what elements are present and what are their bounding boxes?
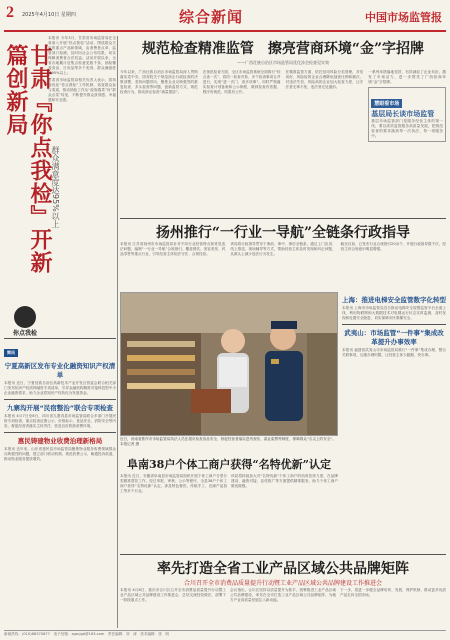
- brief-body: 本报讯 近年来，山东省惠民县市场监管局聚焦物业服务收费领域群众反映强烈的问题，建立部门联动机制，规范收费公示，畅通投诉渠道，推动物业服务提质增效。: [4, 447, 116, 461]
- brief-body: 本报讯 4月7日至8日，四川省九寨沟县市场监管局联合多部门开展民宿专项检查，重点检查证照公示、价格标示、食品安全、消防安全等内容，督促经营者落实主体责任，营造良好旅游消费环境。: [4, 414, 116, 428]
- brief-headline: 惠民铸建物业收费治理新格局: [17, 437, 103, 445]
- bottom-paragraph: 会议指出，合川区坚持以质量提升为抓手，统筹推进工业产品区域公共品牌建设，率先在全市打造工业产品区域公共品牌矩阵，为地方产业高质量发展注入新动能。: [230, 588, 336, 602]
- left-column: [4, 36, 116, 636]
- lower-paragraph: 该局将持续加大对“名特优新”个体工商户的培育扶持力度，在品牌建设、融资对接、宣传推广等方面提供精准服务，助力个体工商户做优做强。: [231, 474, 338, 488]
- photo-caption: 近日，河南省焦作市市场监管局执法人员在超市检查食品安全，督促经营者落实进货查验、索证索票等制度，保障群众“舌尖上的安全”。 本报记者 摄: [120, 437, 340, 446]
- top-story-columns: [120, 70, 446, 142]
- brief-body: 本报讯 福建省武夷山市市场监管局推行“一件事”集成办理，整合关联事项，压缩办理时限，让经营主体少跑腿、快办事。: [342, 348, 446, 357]
- lower-story-col: [120, 474, 227, 494]
- mid-headline: 扬州推行“一行业一导航”全链条行政指导: [155, 225, 411, 241]
- lower-story-columns: [120, 474, 338, 494]
- inset-body: 基层市场监管部门是服务经营主体的第一线，要以高效监管服务高质量发展，把规范检查的要求落到每一次执法、每一项服务中。: [371, 119, 443, 138]
- rule-divider: [342, 324, 446, 325]
- top-story-col: [286, 70, 364, 142]
- top-paragraph: 今年以来，广西壮族自治区市场监管局深入贯彻落实党中央、国务院关于规范涉企行政检查的决策部署，坚持问题导向，聚焦企业反映强烈的重复检查、多头检查等问题，创新监管方式，规范检查行为，推动涉企检查“减量提质”。: [120, 70, 198, 94]
- mid-story-col: [120, 242, 225, 292]
- issue-date: 2025年4月10日 星期四: [22, 12, 76, 18]
- newspaper-name: 中国市场监管报: [365, 11, 442, 24]
- rule-divider: [4, 432, 116, 433]
- bottom-headline: 率先打造全省工业产品区域公共品牌矩阵: [157, 561, 409, 577]
- brief-body: 本报讯 近日，宁夏回族自治区高新技术产业开发区管委会联合相关部门发布知识产权质押融资专项清单，引导金融机构精准对接科技型中小企业融资需求，助力企业将知识产权转化为发展资金。: [4, 381, 116, 395]
- logo-label: 你点我检: [12, 330, 37, 337]
- top-paragraph: 一系列举措落地见效，有效减轻了企业负担，激发了市场活力，进一步擦亮了广西营商环境“金”字招牌。: [368, 70, 446, 84]
- mid-story-col: [230, 242, 335, 292]
- brief-headline: 九寨沟开展“民宿整治”联合专项检查: [6, 404, 114, 412]
- column-divider: [117, 36, 118, 628]
- mid-story-columns: [120, 242, 446, 292]
- lower-headline: 阜南38户个体工商户获得“名特优新”认定: [127, 458, 331, 471]
- page-number: 2: [6, 4, 14, 21]
- news-photo: [120, 292, 338, 436]
- briefs-tag: 简讯: [4, 349, 18, 357]
- rule-divider: [4, 399, 116, 400]
- bottom-paragraph: 本报讯 4月8日，重庆市合川区召开全市消费品质量提升行动暨工业产品区域公共品牌建设工作推进会，总结交流经验做法，部署下一阶段重点工作。: [120, 588, 226, 602]
- bottom-story-col: [230, 588, 336, 603]
- bottom-story-col: [120, 588, 226, 603]
- bottom-story-col: [340, 588, 446, 603]
- left-paragraph: 甘肃省市场监管局相关负责人表示，将持续优化“你点我检”工作机制，拓宽群众参与渠道，推动抽检工作从“政府端菜”向“群众点菜”转变，不断提升群众获得感、幸福感和安全感。: [48, 78, 116, 102]
- top-byline: ——广西壮族自治区市场监管局优化涉企检查见实效: [237, 60, 329, 65]
- left-vertical-headline-block: [3, 44, 53, 294]
- masthead: [4, 4, 446, 32]
- rule-divider: [120, 218, 446, 219]
- campaign-logo: [4, 306, 46, 337]
- left-briefs: [4, 338, 116, 462]
- mid-paragraph: 本报讯 江苏省扬州市市场监管局针对不同行业经营特点和常见违法问题，编制“一行业一导航”合规指引，覆盖餐饮、美容美发、药品零售等重点行业，引导经营主体知法守法、合规经营。: [120, 242, 226, 256]
- column-inset: [368, 87, 446, 142]
- main-area: [120, 36, 446, 636]
- brief-headline: 上海：推进电梯安全监管数字化转型: [342, 296, 446, 304]
- top-story-col: [203, 70, 281, 142]
- mid-paragraph: 该局将行政指导贯穿于事前、事中、事后全链条，通过上门宣讲、线上推送、现场辅导等方式，帮助经营主体及时发现和纠正问题，从源头上减少违法行为发生。: [230, 242, 336, 256]
- inset-label: 慧眼看市场: [371, 99, 402, 108]
- left-article-body: [48, 36, 116, 103]
- rule-divider: [4, 338, 116, 339]
- bottom-paragraph: 下一步，将进一步健全品牌培育、发展、保护机制，推动更多优质产品走向全国市场。: [340, 588, 446, 597]
- page-footer: 新闻热线：(010)68370877 电子信箱：zgscjgb@163.com 责任编辑：刘 涛 美术编辑：张 明: [4, 630, 446, 637]
- brief-headline: 宁夏高新区发布专业化融资知识产权清单: [4, 362, 116, 379]
- left-paragraph: 本报讯 今年3月，甘肃省市场监管局在全省深入开展“你点我检”活动，围绕群众关注的重点产品和领域，由消费者点单、监管部门检测，及时向社会公布结果，切实保障消费者合法权益。活动开展以来，全省各地累计征集点检意见数千条，抽检覆盖食品、日用品等多个类别，群众满意度达95%以上。: [48, 36, 116, 75]
- right-briefs: [342, 292, 446, 450]
- mid-paragraph: 截至目前，已发布行业合规指引20余个，开展行政指导数千次，经营主体合规意识明显增强。: [340, 242, 446, 251]
- top-story-col: [120, 70, 198, 142]
- top-headline: 规范检查精准监管 擦亮营商环境“金”字招牌: [141, 41, 425, 57]
- lower-paragraph: 本报讯 近日，安徽省阜南县市场监管局组织开展个体工商户分型分类精准帮扶工作，经过申报、审核、公示等程序，全县38户个体工商户获得“名特优新”认定，涉及特色餐饮、传统手工、农副产品加工等多个行业。: [120, 474, 227, 493]
- mid-story-col: [341, 242, 446, 292]
- brief-body: 本报讯 上海市市场监管局近日推动电梯安全智慧监管平台全面上线，利用物联网和大数据技术对电梯运行状态实时监测，及时发现和处置安全隐患，切实保障市民乘梯安全。: [342, 306, 446, 320]
- left-headline: 甘肃『你点我检』开新篇创新局: [3, 44, 53, 274]
- logo-icon: [14, 306, 36, 328]
- inset-title: 基层局长谈市场监管: [371, 110, 435, 118]
- bottom-story-columns: [120, 588, 446, 603]
- left-subheadline: 群众满意度达95%以上: [51, 146, 60, 228]
- rule-divider: [120, 554, 446, 555]
- section-title: 综合新闻: [179, 8, 244, 26]
- top-story-col: [368, 70, 446, 142]
- bottom-subheadline: 合川召开全市消费品质量提升行动暨工业产品区域公共品牌建设工作推进会: [183, 580, 382, 587]
- photo-illustration: [121, 293, 338, 436]
- top-paragraph: 在规范检查方面，全区市场监管系统全面推行“综合查一次”，将同一检查对象、多个检查事项合并进行，实现“进一次门、查多项事”。同时严格落实检查计划备案和公示制度，做到检查有依据、程序有规范、结果有公开。: [202, 70, 281, 94]
- lower-story-col: [231, 474, 338, 494]
- top-paragraph: 在精准监管方面，依托信用风险分类管理，对信用好、风险低的企业合理降低抽查比例和频次，对违法失信、风险高的企业加大检查力度，让守法者无事不扰、违法者无处遁形。: [285, 70, 364, 89]
- brief-headline: 武夷山：市场监管“一件事”集成改革提升办事效率: [344, 329, 444, 346]
